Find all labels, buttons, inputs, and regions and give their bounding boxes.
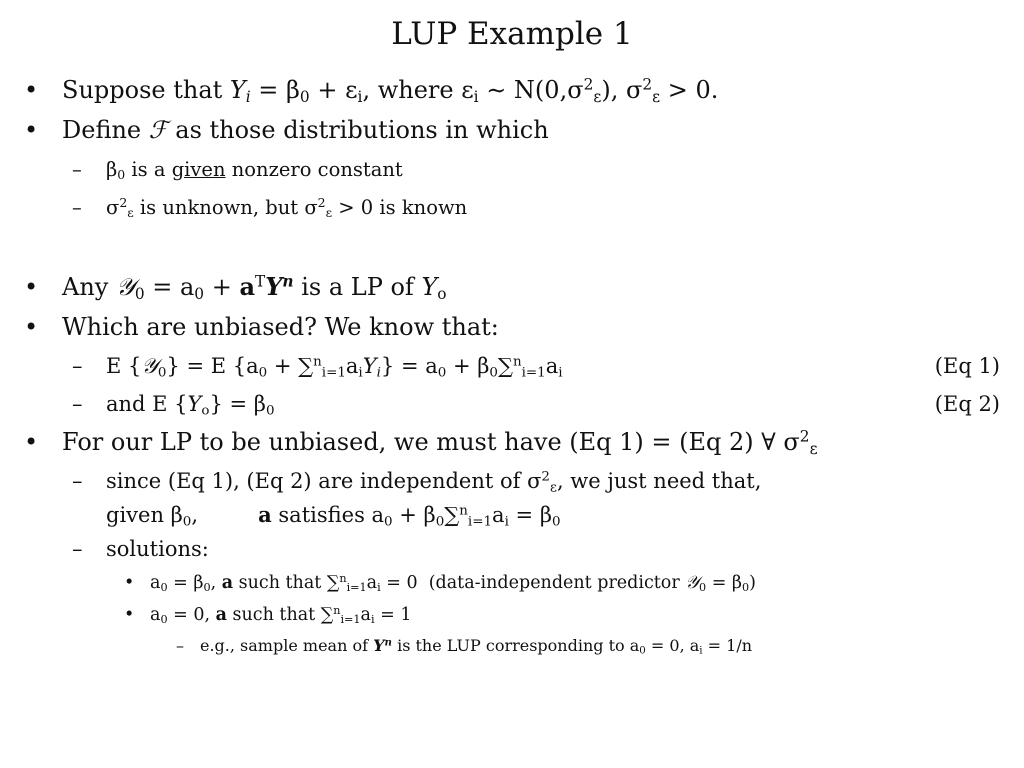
bullet-marker: • xyxy=(24,428,39,456)
sub-bullet-and-e: – and E $\{Y_o\} = \beta_0$ xyxy=(72,392,275,419)
sub-bullet-since: – since (Eq 1), (Eq 2) are independent of $\sigma^2_\varepsilon$, we just need that, xyxy=(72,469,762,496)
sub-bullet-expectation: – E {𝒴$_0$} = E $\{a_0 + \sum^n_{i=1}a_iY_i\} = a_0 + \beta_0\sum^n_{i=1}a_i$ xyxy=(72,354,563,381)
bullet-marker: • xyxy=(124,605,135,625)
page-title: LUP Example 1 xyxy=(391,16,633,52)
bullet-suppose xyxy=(24,76,718,104)
dash-marker: – xyxy=(72,158,82,181)
sub-bullet-sigma-unknown: – $\sigma^2_\varepsilon$ is unknown, but $\sigma^2_\varepsilon > 0$ is known xyxy=(72,195,468,221)
sub-bullet-since-cont: given $\beta_0$, a satisfies $a_0 + \beta_0\sum^n_{i=1}a_i = \beta_0$ xyxy=(106,502,561,530)
equation-label-eq2: (Eq 2) xyxy=(934,392,1000,416)
dash-marker: – xyxy=(72,196,82,219)
sub-bullet-beta-given: – $\beta_0$ is a given nonzero constant xyxy=(72,158,403,183)
bullet-any-lp: • Any 𝒴$_0$ = $a_0 + a^TY^n$ is a LP of $Y_o$ xyxy=(24,272,447,303)
equation-label-eq1: (Eq 1) xyxy=(934,354,1000,378)
dash-marker: – xyxy=(72,354,83,378)
bullet-for-our-lp: • For our LP to be unbiased, we must have (Eq 1) = (Eq 2) ∀ $\sigma^2_\varepsilon$ xyxy=(24,427,818,458)
bullet-define: • Define ℱ as those distributions in which xyxy=(24,116,549,144)
bullet-text: Suppose that $Y_i = \beta_0 + \varepsilon_i$, where $\varepsilon_i$ ∼ $N(0,\sigma^2_\varepsilon)$, $\sigma^2_\varepsilon > 0$. xyxy=(62,75,719,106)
bullet-marker: • xyxy=(24,273,39,301)
bullet-marker: • xyxy=(24,116,39,144)
sub-bullet-solutions: – solutions: xyxy=(72,537,209,561)
dash-marker: – xyxy=(72,392,83,416)
dash-marker: – xyxy=(72,469,83,493)
solution-1: • $a_0 = \beta_0$, a such that $\sum^n_{i=1}a_i = 0$ (data-independent predictor 𝒴$_0$ = $\beta_0$) xyxy=(124,571,756,594)
bullet-which-unbiased xyxy=(24,313,499,341)
bullet-marker: • xyxy=(24,76,39,104)
solution-2: • $a_0 = 0$, a such that $\sum^n_{i=1}a_i = 1$ xyxy=(124,603,412,626)
dash-marker: – xyxy=(176,636,184,655)
bullet-marker: • xyxy=(124,573,135,593)
solution-2-example: – e.g., sample mean of $Y^n$ is the LUP corresponding to $a_0 = 0$, $a_i = 1/n$ xyxy=(176,636,753,657)
bullet-text: Which are unbiased? We know that: xyxy=(62,313,499,341)
dash-marker: – xyxy=(72,537,83,561)
bullet-marker: • xyxy=(24,313,39,341)
